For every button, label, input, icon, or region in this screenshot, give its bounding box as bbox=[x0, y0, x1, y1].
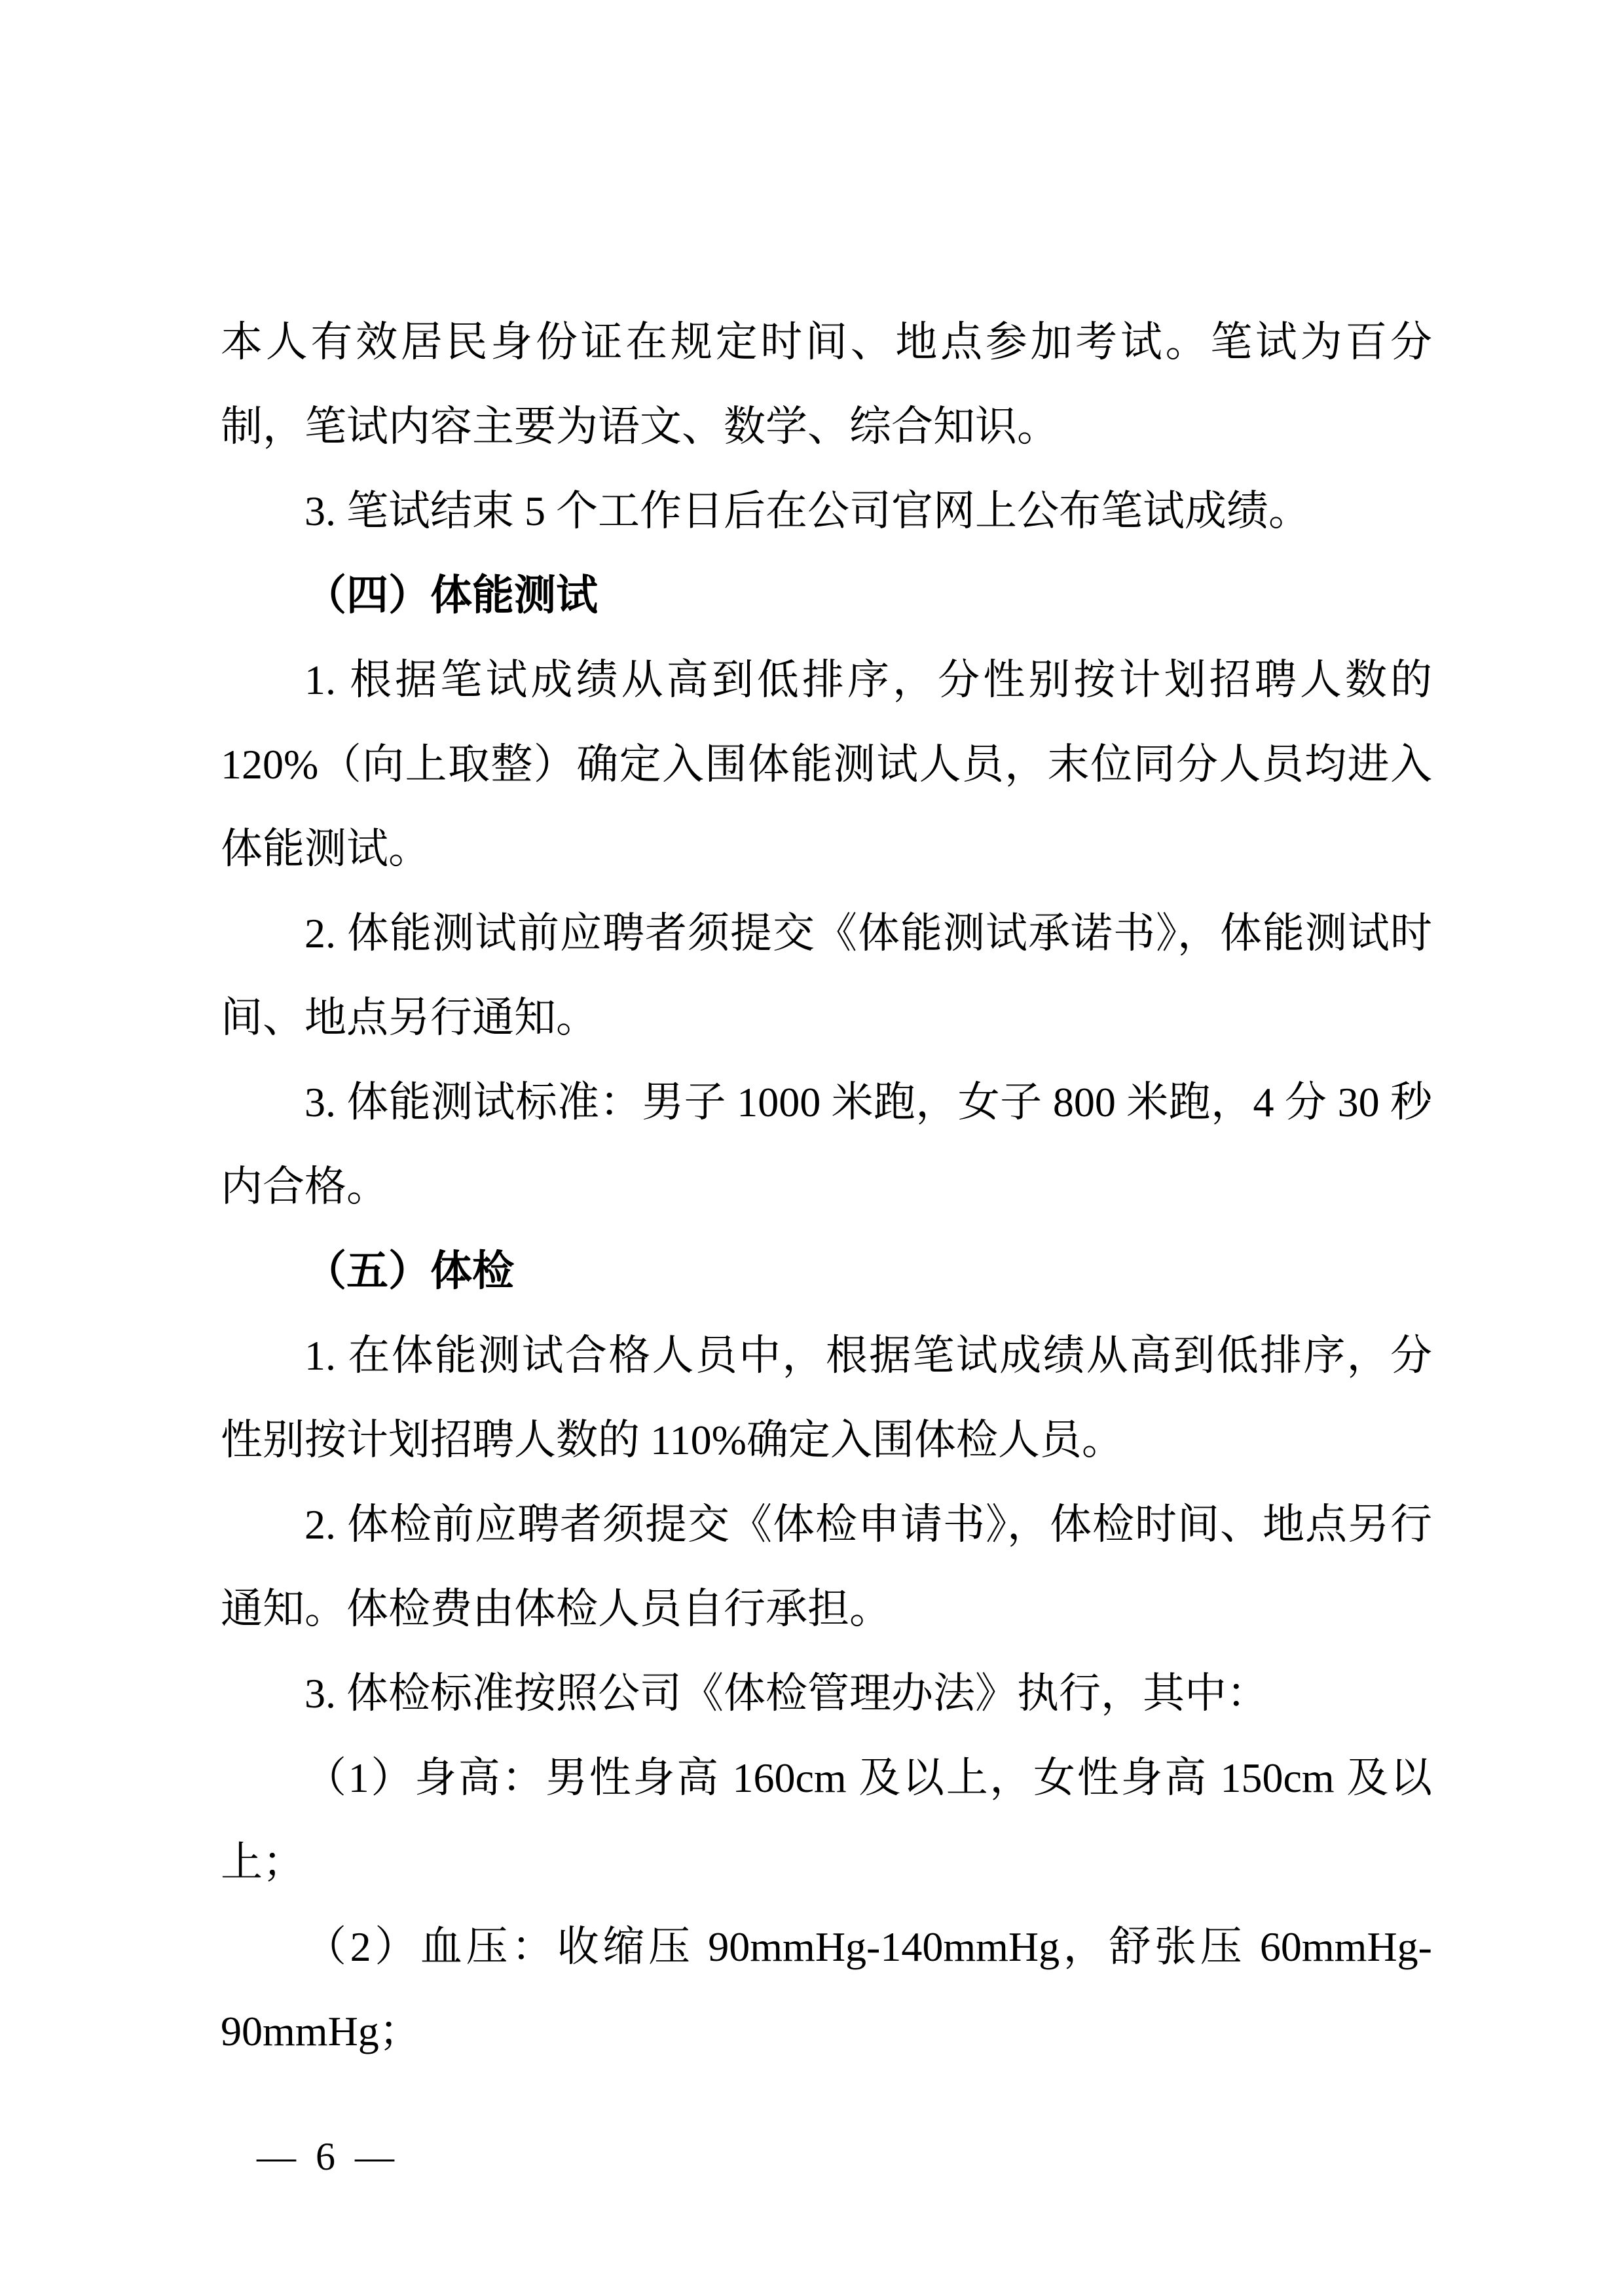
body-paragraph: 本人有效居民身份证在规定时间、地点参加考试。笔试为百分制，笔试内容主要为语文、数学、综合知识。 bbox=[221, 319, 1432, 450]
body-paragraph: 2. 体检前应聘者须提交《体检申请书》，体检时间、地点另行通知。体检费由体检人员自行承担。 bbox=[221, 1501, 1432, 1632]
section-heading: （四）体能测试 bbox=[304, 572, 598, 619]
body-paragraph: （2）血压：收缩压 90mmHg-140mmHg，舒张压 60mmHg-90mmHg； bbox=[221, 1923, 1432, 2054]
document-body bbox=[221, 300, 1432, 2073]
page-number: — 6 — bbox=[257, 2135, 394, 2178]
body-paragraph: 2. 体能测试前应聘者须提交《体能测试承诺书》，体能测试时间、地点另行通知。 bbox=[221, 910, 1432, 1041]
body-paragraph: （1）身高：男性身高 160cm 及以上，女性身高 150cm 及以上； bbox=[221, 1755, 1432, 1886]
body-paragraph: 3. 笔试结束 5 个工作日后在公司官网上公布笔试成绩。 bbox=[304, 488, 1310, 534]
body-paragraph: 1. 根据笔试成绩从高到低排序，分性别按计划招聘人数的 120%（向上取整）确定入围体能测试人员，末位同分人员均进入体能测试。 bbox=[221, 657, 1432, 872]
body-paragraph: 1. 在体能测试合格人员中，根据笔试成绩从高到低排序，分性别按计划招聘人数的 110%确定入围体检人员。 bbox=[221, 1332, 1432, 1463]
body-paragraph: 3. 体能测试标准：男子 1000 米跑，女子 800 米跑，4 分 30 秒内合格。 bbox=[221, 1079, 1432, 1210]
body-paragraph: 3. 体检标准按照公司《体检管理办法》执行，其中： bbox=[304, 1670, 1268, 1717]
section-heading: （五）体检 bbox=[304, 1248, 514, 1294]
